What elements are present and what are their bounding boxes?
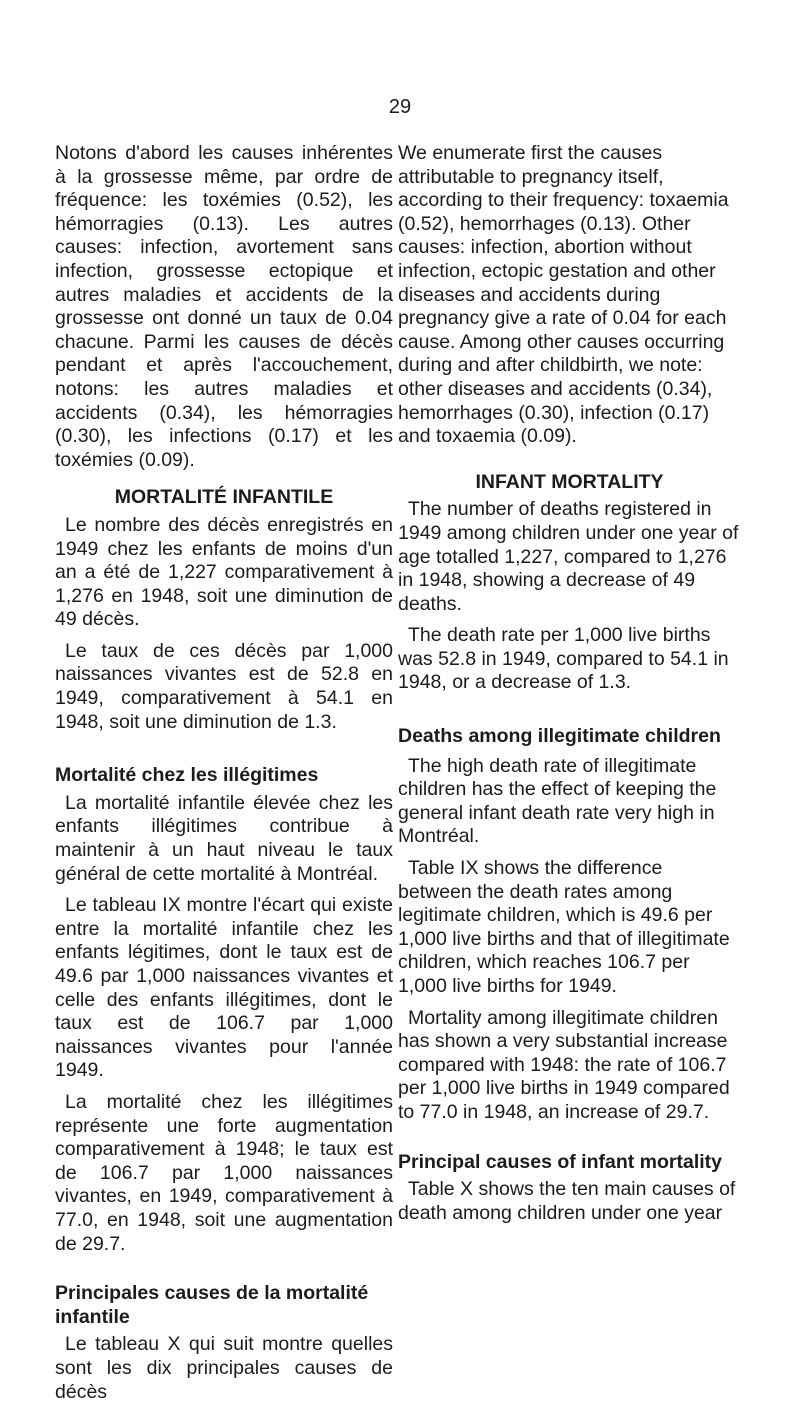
en-heading-principal-causes: Principal causes of infant mortality — [398, 1150, 722, 1173]
fr-illegit-paragraph-1: La mortalité infantile élevée chez les enfants illégitimes contribue à maintenir à un haut niveau le taux général de cette mortalité à Montréal. — [55, 791, 393, 885]
fr-causes-paragraph-1: Le tableau X qui suit montre quelles sont les dix principales causes de décès — [55, 1333, 393, 1403]
page-number: 29 — [388, 96, 412, 118]
en-heading-infant-mortality: INFANT MORTALITY — [475, 470, 664, 493]
fr-illegit-paragraph-2: Le tableau IX montre l'écart qui existe entre la mortalité infantile chez les enfants légitimes, dont le taux est de 49.6 par 1,000 naissances vivantes et celle des enfants illégitimes, dont le taux est de 106.7 par 1,000 naissances vivantes pour l'année 1949. — [55, 894, 393, 1082]
en-intro-paragraph: We enumerate first the causes attributable to pregnancy itself, according to their frequency: toxaemia (0.52), hemorrhages (0.13). Other causes: infection, abortion without infection, ectopic gestation and other diseases and accidents during pregnancy give a rate of 0.04 for each cause. Among other causes occurring during and after childbirth, we note: other diseases and accidents (0.34), hemorrhages (0.30), infection (0.17) and toxaemia (0.09). — [398, 142, 729, 448]
en-infant-paragraph-2: The death rate per 1,000 live births was 52.8 in 1949, compared to 54.1 in 1948, or a decrease of 1.3. — [398, 624, 729, 694]
fr-intro-paragraph: Notons d'abord les causes inhérentes à la grossesse même, par ordre de fréquence: les toxémies (0.52), les hémorragies (0.13). Les autres causes: infection, avortement sans infection, grossesse ectopique et autres maladies et accidents de la grossesse ont donné un taux de 0.04 chacune. Parmi les causes de décès pendant et après l'accouchement, notons: les autres maladies et accidents (0.34), les hémorragies (0.30), les infections (0.17) et les toxémies (0.09). — [55, 142, 393, 471]
en-illegit-paragraph-3: Mortality among illegitimate children has shown a very substantial increase compared with 1948: the rate of 106.7 per 1,000 live births in 1949 compared to 77.0 in 1948, an increase of 29.7. — [398, 1006, 730, 1123]
fr-heading-principal-causes: Principales causes de la mortalité infantile — [55, 1282, 369, 1328]
fr-heading-illegitimate: Mortalité chez les illégitimes — [55, 764, 319, 787]
en-illegit-paragraph-2: Table IX shows the difference between the death rates among legitimate children, which is 49.6 per 1,000 live births and that of illegitimate children, which reaches 106.7 per 1,000 live births for 1949. — [398, 857, 730, 997]
fr-illegit-paragraph-3: La mortalité chez les illégitimes représente une forte augmentation comparativement à 1948; le taux est de 106.7 par 1,000 naissances vivantes, en 1949, comparativement à 77.0, en 1948, soit une augmentation de 29.7. — [55, 1090, 393, 1255]
en-infant-paragraph-1: The number of deaths registered in 1949 among children under one year of age totalled 1,227, compared to 1,276 in 1948, showing a decrease of 49 deaths. — [398, 498, 739, 615]
fr-heading-infant-mortality: MORTALITÉ INFANTILE — [114, 486, 334, 509]
en-causes-paragraph-1: Table X shows the ten main causes of death among children under one year — [398, 1178, 736, 1224]
french-column — [55, 142, 393, 1412]
fr-infant-paragraph-2: Le taux de ces décès par 1,000 naissances vivantes est de 52.8 en 1949, comparativement à 54.1 en 1948, soit une diminution de 1.3. — [55, 639, 393, 733]
fr-infant-paragraph-1: Le nombre des décès enregistrés en 1949 chez les enfants de moins d'un an a été de 1,227 comparativement à 1,276 en 1948, soit une diminution de 49 décès. — [55, 513, 393, 631]
en-illegit-paragraph-1: The high death rate of illegitimate children has the effect of keeping the general infant death rate very high in Montréal. — [398, 754, 717, 848]
english-column — [398, 142, 741, 1233]
en-heading-illegitimate: Deaths among illegitimate children — [398, 725, 721, 748]
